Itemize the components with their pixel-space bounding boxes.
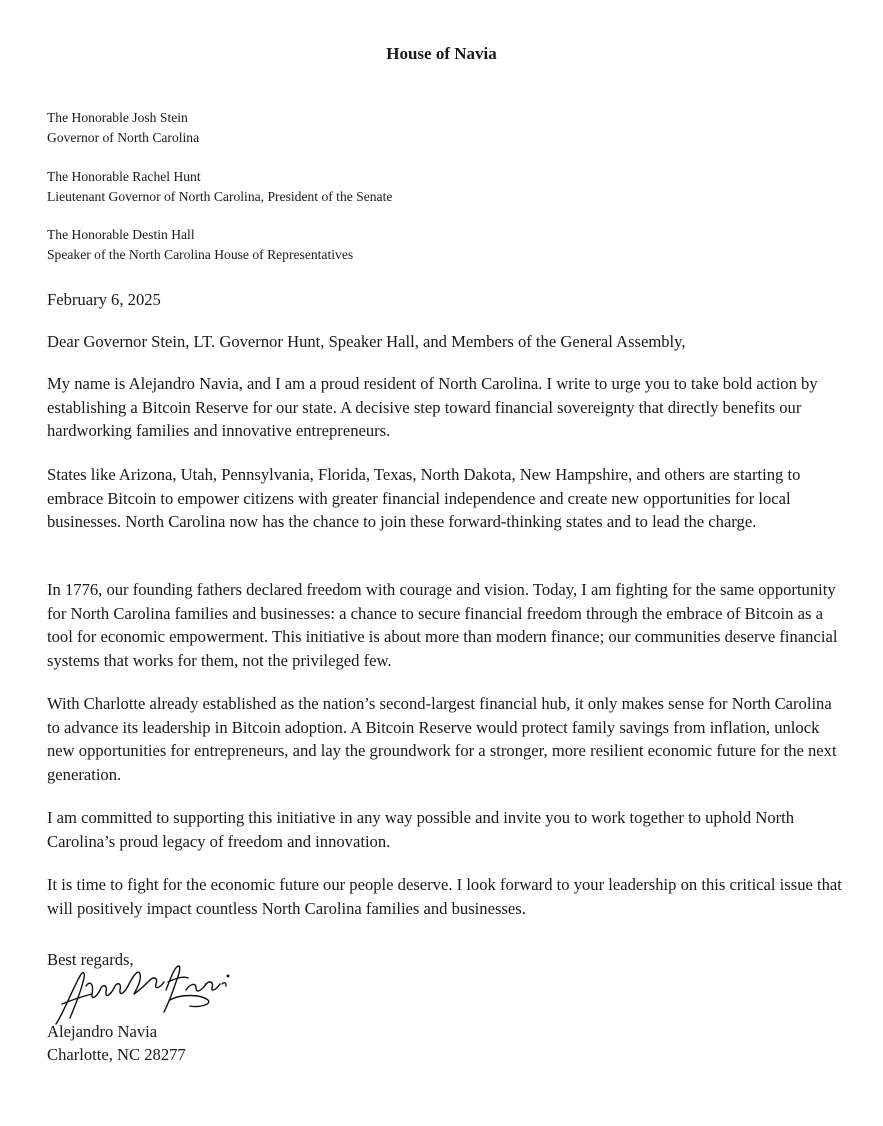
body-paragraph-1: My name is Alejandro Navia, and I am a proud resident of North Carolina. I write to urge you to take bold action by establishing a Bitcoin Reserve for our state. A decisive step toward financial sovereignty that directly benefits our hardworking families and innovative entrepreneurs. [47, 374, 818, 441]
body-paragraph-3: In 1776, our founding fathers declared freedom with courage and vision. Today, I am fighting for the same opportunity for North Carolina families and businesses: a chance to secure financial freedom through the embrace of Bitcoin as a tool for economic empowerment. This initiative is about more than modern finance; our communities deserve financial systems that works for them, not the privileged few. [47, 580, 838, 671]
recipient-block-governor [47, 108, 199, 148]
letterhead-title: House of Navia [386, 44, 497, 63]
sender-name: Alejandro Navia [47, 1022, 158, 1041]
closing: Best regards, [47, 950, 134, 969]
sender-location: Charlotte, NC 28277 [47, 1045, 186, 1064]
body-paragraph-6: It is time to fight for the economic future our people deserve. I look forward to your leadership on this critical issue that will positively impact countless North Carolina families and businesses. [47, 875, 842, 918]
recipient-name: The Honorable Rachel Hunt [47, 169, 201, 184]
recipient-name: The Honorable Destin Hall [47, 227, 195, 242]
body-paragraph-5: I am committed to supporting this initiative in any way possible and invite you to work together to uphold North Carolina’s proud legacy of freedom and innovation. [47, 808, 795, 851]
recipient-block-lt-governor [47, 167, 392, 207]
recipient-block-speaker [47, 225, 353, 265]
letter-date: February 6, 2025 [47, 290, 161, 309]
body-paragraph-2: States like Arizona, Utah, Pennsylvania, Florida, Texas, North Dakota, New Hampshire, and others are starting to embrace Bitcoin to empower citizens with greater financial independence and create new opportunities for local businesses. North Carolina now has the chance to join these forward-thinking states and to lead the charge. [47, 465, 801, 532]
salutation: Dear Governor Stein, LT. Governor Hunt, Speaker Hall, and Members of the General Assembly, [47, 332, 686, 351]
recipient-title: Governor of North Carolina [47, 130, 200, 145]
recipient-title: Speaker of the North Carolina House of Representatives [47, 247, 354, 262]
recipient-title: Lieutenant Governor of North Carolina, President of the Senate [47, 189, 393, 204]
recipient-name: The Honorable Josh Stein [47, 110, 188, 125]
body-paragraph-4: With Charlotte already established as the nation’s second-largest financial hub, it only makes sense for North Carolina to advance its leadership in Bitcoin adoption. A Bitcoin Reserve would protect family savings from inflation, unlock new opportunities for entrepreneurs, and lay the groundwork for a stronger, more resilient economic future for the next generation. [47, 694, 837, 785]
